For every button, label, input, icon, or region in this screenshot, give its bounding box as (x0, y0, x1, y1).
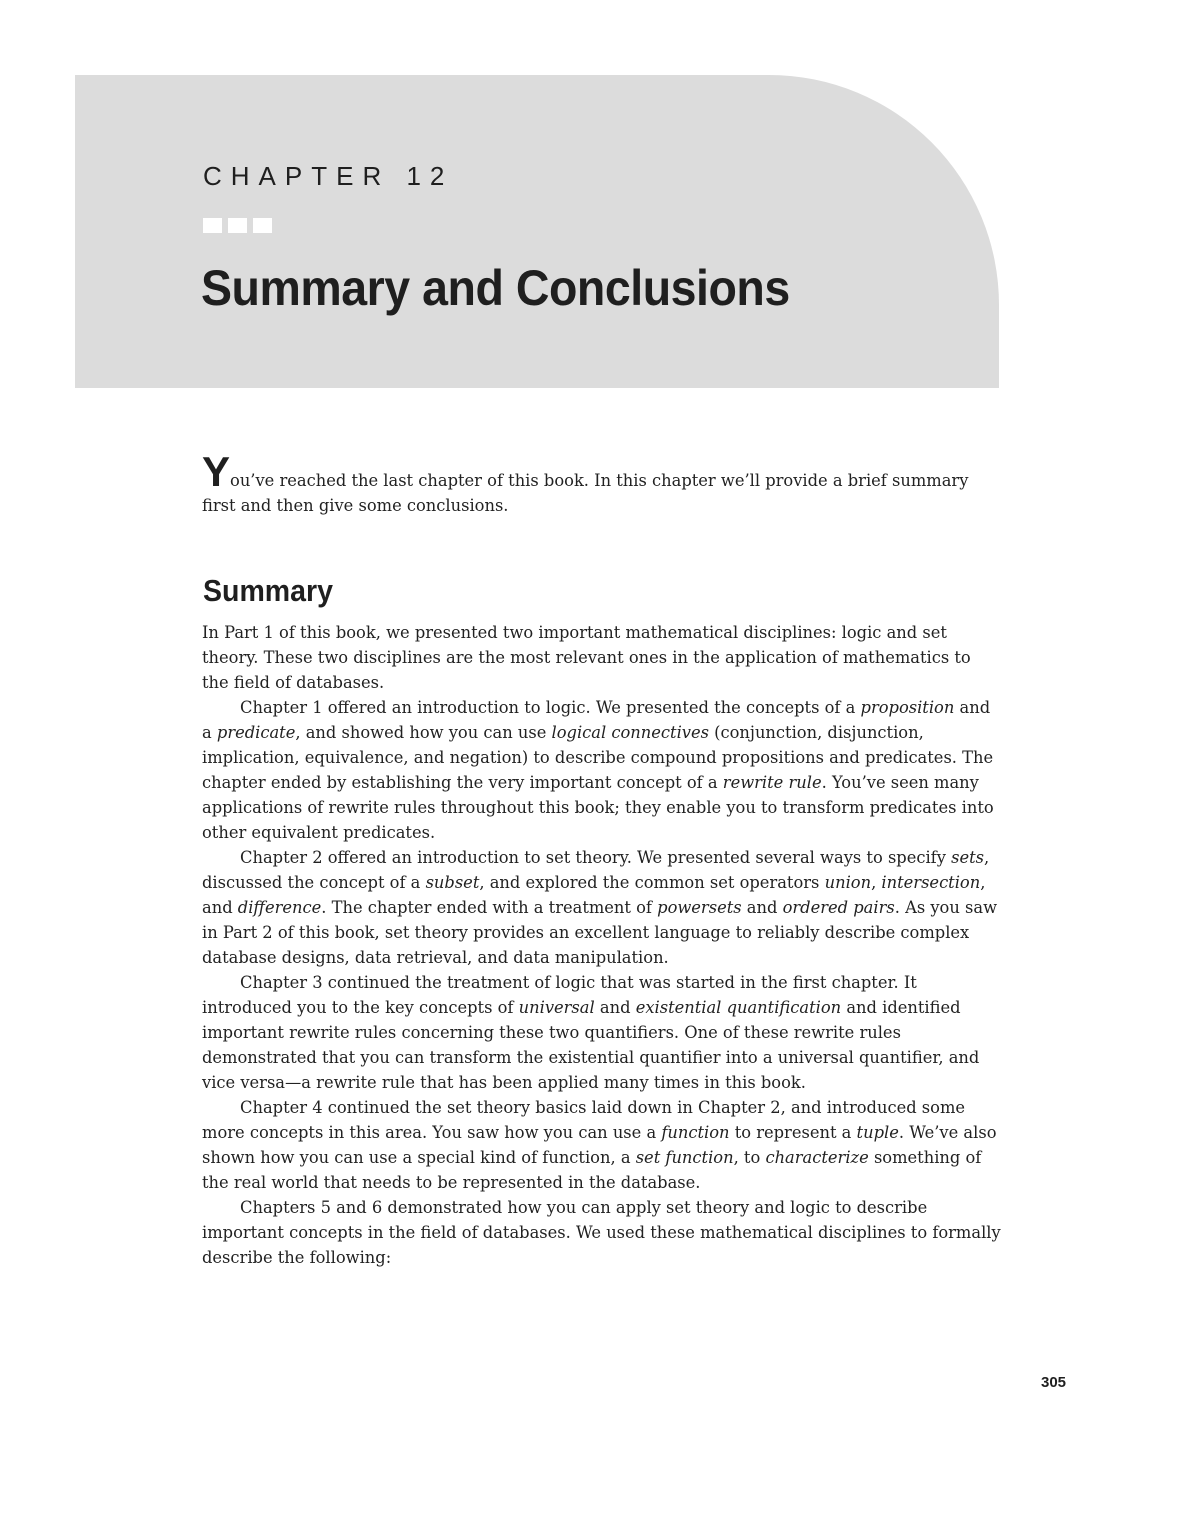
body-text (202, 620, 1002, 1270)
text-run: , and showed how you can use (295, 723, 552, 742)
text-run: . The chapter ended with a treatment of (321, 898, 658, 917)
paragraph-chapters5-6: Chapters 5 and 6 demonstrated how you can apply set theory and logic to describe important concepts in the field of databases. We used these mathematical disciplines to formally describe the following: (202, 1198, 1001, 1267)
text-run: Chapter 1 offered an introduction to logic. We presented the concepts of a (240, 698, 861, 717)
page-number: 305 (1041, 1374, 1067, 1391)
term-union: union (824, 873, 872, 892)
text-run: , (871, 873, 882, 892)
intro-text: ou’ve reached the last chapter of this book. In this chapter we’ll provide a brief summary first and then give some conclusions. (202, 471, 969, 515)
ornament-square (203, 218, 222, 233)
section-heading: Summary (203, 573, 333, 608)
term-rewrite-rule: rewrite rule (722, 773, 822, 792)
text-run: and a (202, 698, 991, 742)
text-run: and identified important rewrite rules concerning these two quantifiers. One of these rewrite rules demonstrated that you can transform the existential quantifier into a universal quantifier, and vice versa—a rewrite rule that has been applied many times in this book. (202, 998, 980, 1092)
term-predicate: predicate (216, 723, 296, 742)
chapter-label: CHAPTER 12 (203, 161, 454, 191)
chapter-header-band (75, 75, 999, 388)
term-tuple: tuple (856, 1123, 899, 1142)
text-run: to represent a (729, 1123, 857, 1142)
text-run: , discussed the concept of a (202, 848, 990, 892)
chapter-title: Summary and Conclusions (201, 260, 790, 316)
text-run: Chapter 3 continued the treatment of logic that was started in the first chapter. It introduced you to the key concepts of (202, 973, 917, 1017)
term-powersets: powersets (657, 898, 742, 917)
text-run: , and explored the common set operators (479, 873, 825, 892)
intro-paragraph (202, 448, 992, 518)
text-run: (conjunction, disjunction, implication, equivalence, and negation) to describe compound propositions and predicates. The chapter ended by establishing the very important concept of a (202, 723, 994, 792)
text-run: something of the real world that needs to be represented in the database. (202, 1148, 982, 1192)
text-run: and (741, 898, 783, 917)
term-universal: universal (518, 998, 595, 1017)
term-set-function: set function (635, 1148, 734, 1167)
term-characterize: characterize (765, 1148, 869, 1167)
paragraph-chapter1 (202, 695, 1002, 845)
text-run: Chapter 2 offered an introduction to set theory. We presented several ways to specify (240, 848, 952, 867)
paragraph-chapter2 (202, 845, 1002, 970)
text-run: Chapter 4 continued the set theory basics laid down in Chapter 2, and introduced some more concepts in this area. You saw how you can use a (202, 1098, 966, 1142)
drop-cap: Y (202, 448, 231, 495)
term-proposition: proposition (860, 698, 955, 717)
text-run: , and (202, 873, 986, 917)
text-run: . As you saw in Part 2 of this book, set theory provides an excellent language to reliably describe complex database designs, data retrieval, and data manipulation. (202, 898, 998, 967)
paragraph-part1: In Part 1 of this book, we presented two important mathematical disciplines: logic and set theory. These two disciplines are the most relevant ones in the application of mathematics to the field of databases. (202, 623, 971, 692)
paragraph-chapter3 (202, 970, 1002, 1095)
ornament-square (253, 218, 272, 233)
term-intersection: intersection (881, 873, 981, 892)
text-run: . We’ve also shown how you can use a special kind of function, a (202, 1123, 997, 1167)
term-function: function (661, 1123, 730, 1142)
term-sets: sets (951, 848, 984, 867)
chapter-ornament (203, 218, 272, 233)
term-ordered-pairs: ordered pairs (782, 898, 895, 917)
term-subset: subset (425, 873, 480, 892)
text-run: , to (733, 1148, 766, 1167)
text-run: . You’ve seen many applications of rewrite rules throughout this book; they enable you to transform predicates into other equivalent predicates. (202, 773, 994, 842)
paragraph-chapter4 (202, 1095, 1002, 1195)
term-logical-connectives: logical connectives (551, 723, 709, 742)
ornament-square (228, 218, 247, 233)
term-difference: difference (237, 898, 322, 917)
text-run: and (594, 998, 636, 1017)
term-existential-quantification: existential quantification (635, 998, 842, 1017)
